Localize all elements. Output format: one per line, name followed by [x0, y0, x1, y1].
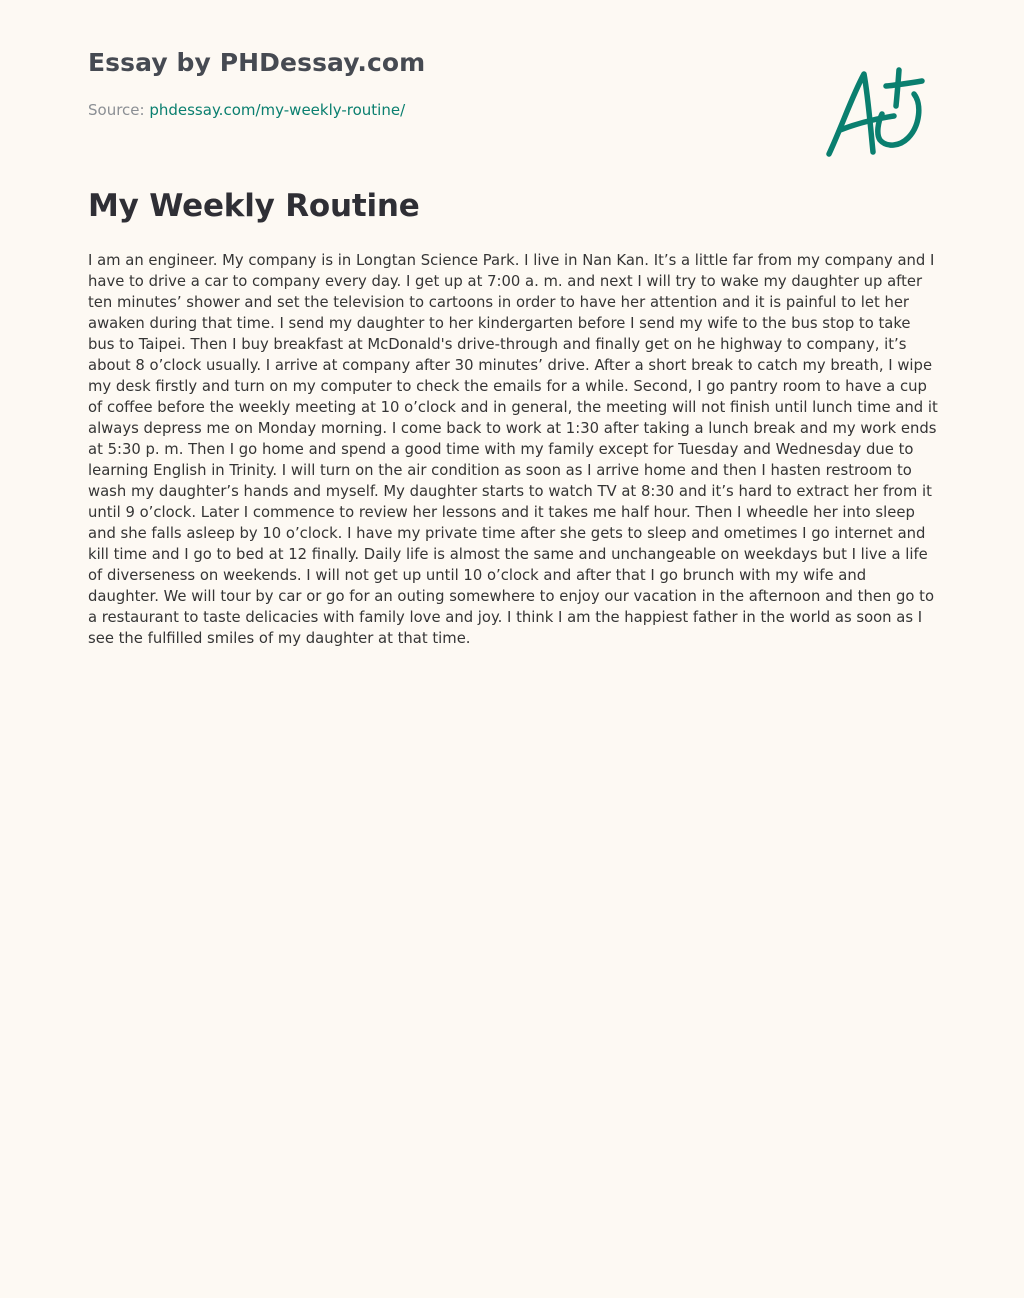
essay-title: My Weekly Routine [88, 188, 420, 224]
essay-body: I am an engineer. My company is in Longtan Science Park. I live in Nan Kan. It’s a little far from my company and I have to drive a car to company every day. I get up at 7:00 a. m. and next I will try to wake my daughter up after ten minutes’ shower and set the television to cartoons in order to have her attention and it is painful to let her awaken during that time. I send my daughter to her kindergarten before I send my wife to the bus stop to take bus to Taipei. Then I buy breakfast at McDonald's drive-through and finally get on he highway to company, it’s about 8 o’clock usually. I arrive at company after 30 minutes’ drive. After a short break to catch my breath, I wipe my desk firstly and turn on my computer to check the emails for a while. Second, I go pantry room to have a cup of coffee before the weekly meeting at 10 o’clock and in general, the meeting will not finish until lunch time and it always depress me on Monday morning. I come back to work at 1:30 after taking a lunch break and my work ends at 5:30 p. m. Then I go home and spend a good time with my family except for Tuesday and Wednesday due to learning English in Trinity. I will turn on the air condition as soon as I arrive home and then I hasten restroom to wash my daughter’s hands and myself. My daughter starts to watch TV at 8:30 and it’s hard to extract her from it until 9 o’clock. Later I commence to review her lessons and it takes me half hour. Then I wheedle her into sleep and she falls asleep by 10 o’clock. I have my private time after she gets to sleep and ometimes I go internet and kill time and I go to bed at 12 finally. Daily life is almost the same and unchangeable on weekdays but I live a life of diverseness on weekends. I will not get up until 10 o’clock and after that I go brunch with my wife and daughter. We will tour by car or go for an outing somewhere to enjoy our vacation in the afternoon and then go to a restaurant to taste delicacies with family love and joy. I think I am the happiest father in the world as soon as I see the fulfilled smiles of my daughter at that time. [88, 252, 938, 647]
site-title: Essay by PHDessay.com [88, 48, 426, 77]
source-link[interactable]: phdessay.com/my-weekly-routine/ [149, 101, 406, 119]
a-plus-grade-icon [818, 62, 930, 162]
source-line [88, 101, 405, 119]
source-label: Source: [88, 101, 150, 119]
